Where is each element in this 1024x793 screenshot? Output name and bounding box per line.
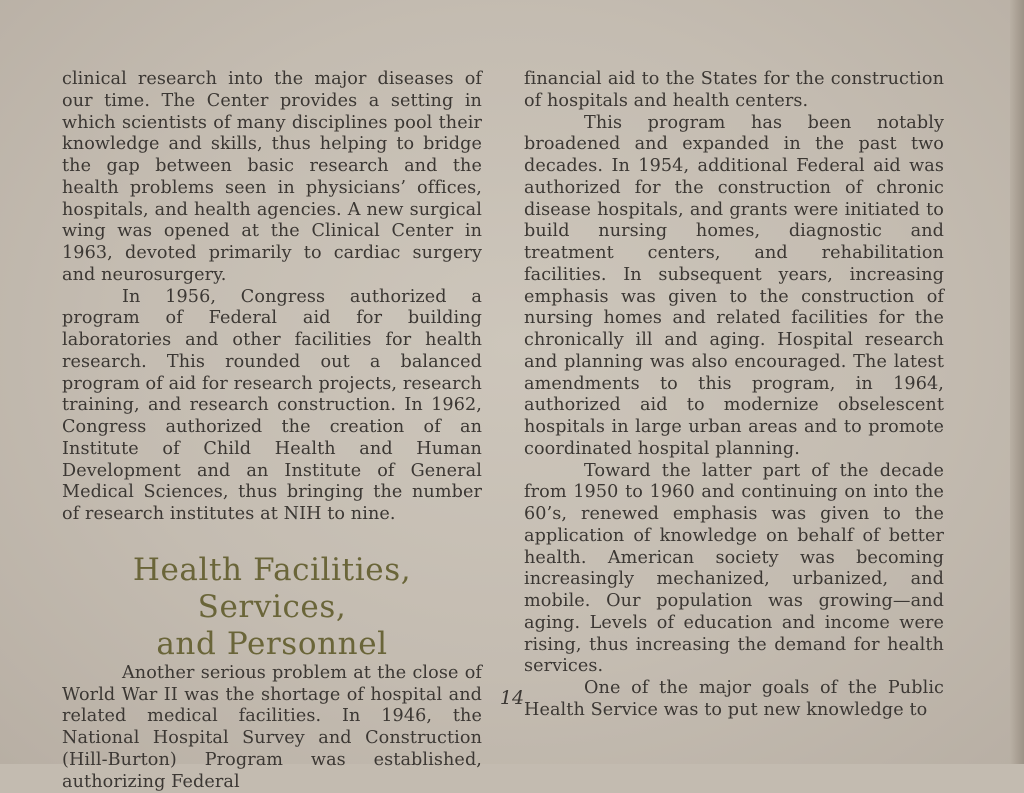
section-heading bbox=[62, 552, 482, 663]
right-paragraph-3: Toward the latter part of the decade from 1950 to 1960 and continuing on into the 60’s, renewed emphasis was given to the application of knowledge on behalf of better health. American society was becoming increasingly mechanized, urbanized, and mobile. Our population was growing—and aging. Levels of education and income were rising, thus increasing the demand for health services. bbox=[524, 460, 944, 677]
left-paragraph-3: Another serious problem at the close of World War II was the shortage of hospital and related medical facilities. In 1946, the National Hospital Survey and Construction (Hill-Burton) Program was established, authorizing Federal bbox=[62, 662, 482, 792]
right-paragraph-2: This program has been notably broadened and expanded in the past two decades. In 1954, additional Federal aid was authorized for the construction of chronic disease hospitals, and grants were initiated to build nursing homes, diagnostic and treatment centers, and rehabilitation facilities. In subsequent years, increasing emphasis was given to the construction of nursing homes and related facilities for the chronically ill and aging. Hospital research and planning was also encouraged. The latest amendments to this program, in 1964, authorized aid to modernize obselescent hospitals in large urban areas and to promote coordinated hospital planning. bbox=[524, 112, 944, 459]
left-paragraph-1: clinical research into the major diseases of our time. The Center provides a setting in which scientists of many disciplines pool their knowledge and skills, thus helping to bridge the gap between basic research and the health problems seen in physicians’ offices, hospitals, and health agencies. A new surgical wing was opened at the Clinical Center in 1963, devoted primarily to cardiac surgery and neurosurgery. bbox=[62, 69, 482, 285]
section-heading-line-1: Health Facilities, Services, bbox=[132, 551, 412, 625]
section-heading-line-2: and Personnel bbox=[156, 625, 388, 662]
right-paragraph-4: One of the major goals of the Public Health Service was to put new knowledge to bbox=[524, 678, 944, 720]
left-column bbox=[62, 69, 482, 793]
page-edge bbox=[1010, 0, 1024, 764]
page-number: 14 bbox=[499, 687, 525, 709]
right-column bbox=[524, 69, 944, 722]
right-paragraph-1: financial aid to the States for the construction of hospitals and health centers. bbox=[524, 69, 944, 111]
left-paragraph-2: In 1956, Congress authorized a program of Federal aid for building laboratories and other facilities for health research. This rounded out a balanced program of aid for research projects, research training, and research construction. In 1962, Congress authorized the creation of an Institute of Child Health and Human Development and an Institute of General Medical Sciences, thus bringing the number of research institutes at NIH to nine. bbox=[62, 286, 482, 524]
